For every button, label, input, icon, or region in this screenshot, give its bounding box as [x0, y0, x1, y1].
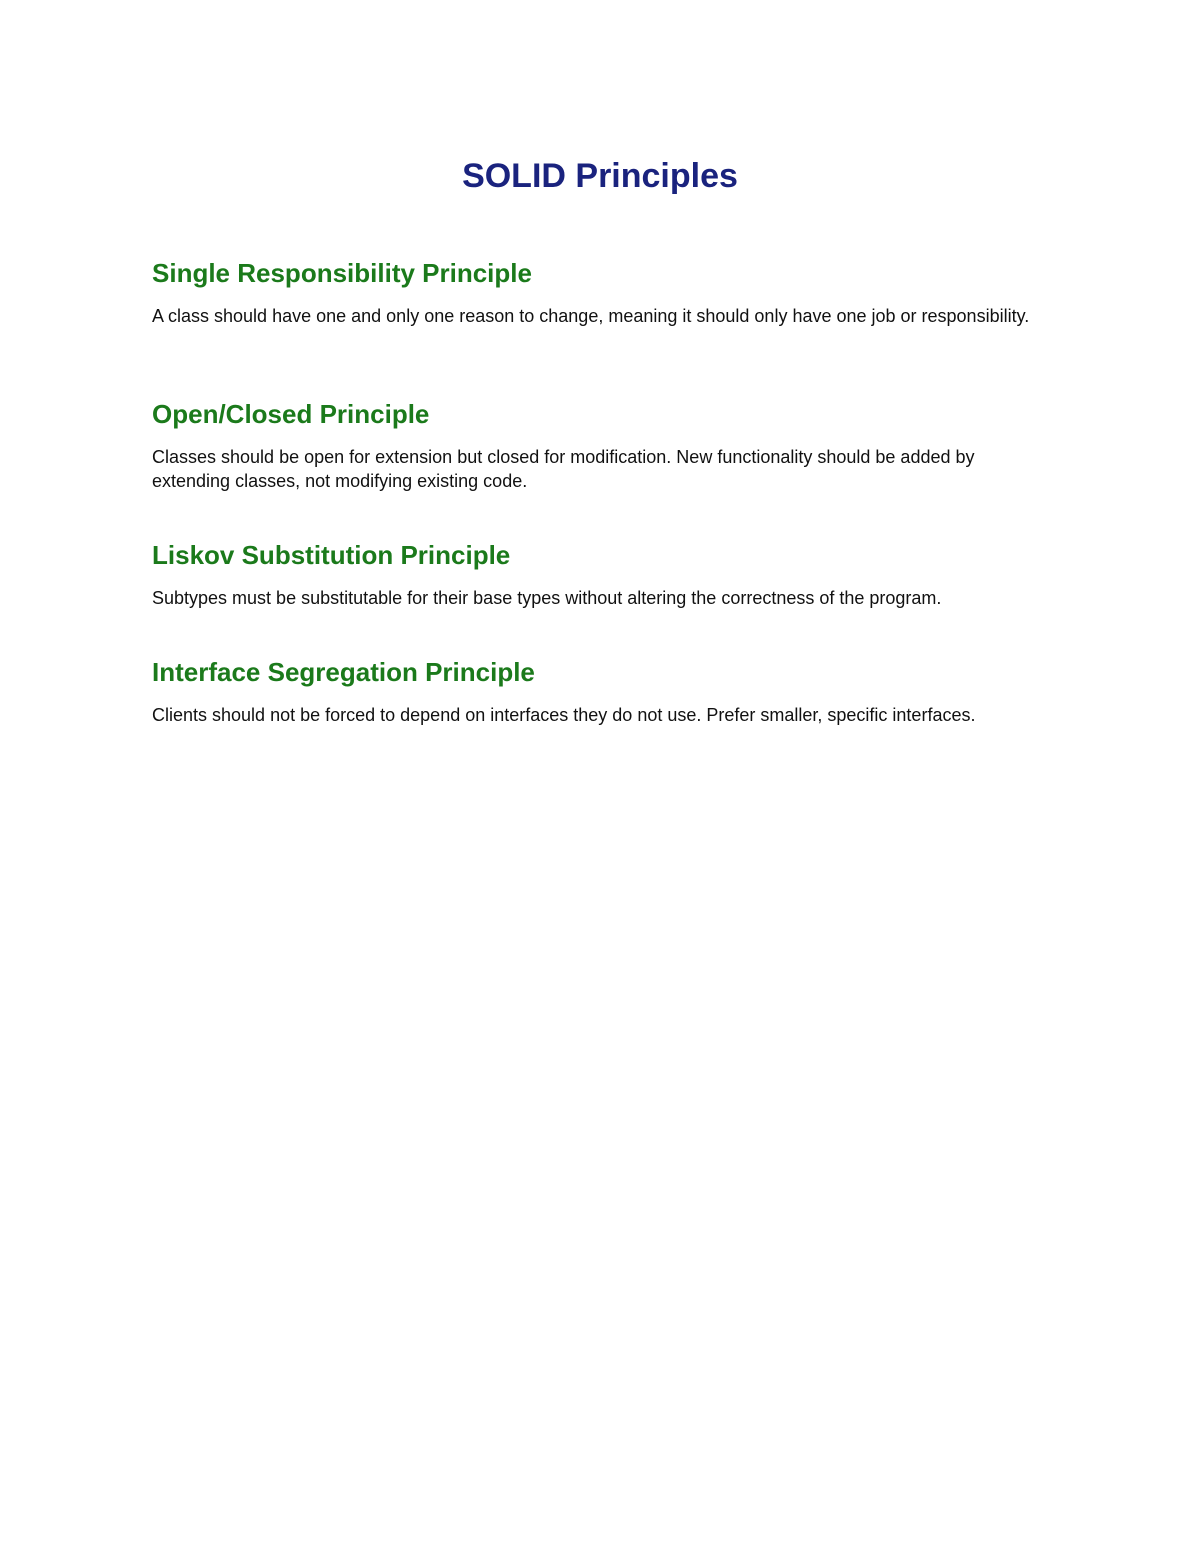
- section-single-responsibility: [152, 256, 1052, 328]
- section-interface-segregation: [152, 655, 1052, 727]
- section-body: Subtypes must be substitutable for their base types without altering the correctness of the program.: [152, 588, 942, 608]
- section-open-closed: [152, 397, 1052, 493]
- section-liskov-substitution: [152, 538, 1052, 610]
- section-heading: Liskov Substitution Principle: [152, 540, 511, 570]
- section-heading: Open/Closed Principle: [152, 399, 430, 429]
- section-body: Classes should be open for extension but closed for modification. New functionality should be added by extending classes, not modifying existing code.: [152, 447, 975, 491]
- section-heading: Interface Segregation Principle: [152, 657, 535, 687]
- section-body: Clients should not be forced to depend on interfaces they do not use. Prefer smaller, specific interfaces.: [152, 705, 976, 725]
- section-body: A class should have one and only one reason to change, meaning it should only have one job or responsibility.: [152, 306, 1030, 326]
- page-title: SOLID Principles: [462, 157, 738, 195]
- section-heading: Single Responsibility Principle: [152, 258, 532, 288]
